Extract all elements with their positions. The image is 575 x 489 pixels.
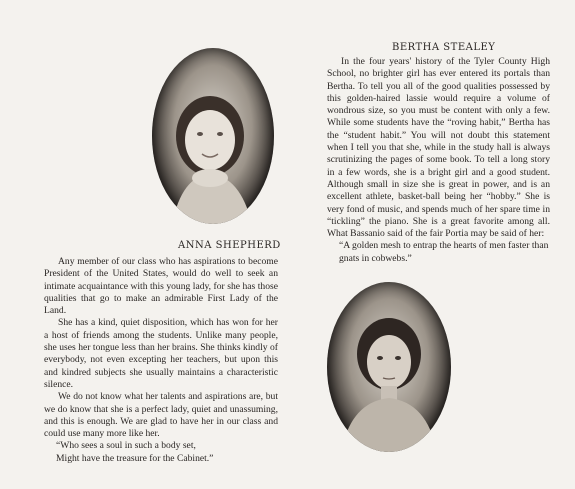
bertha-paragraph: In the four years' history of the Tyler County High School, no brighter girl has ever entered its portals than Bertha. To tell you all of the good qualities possessed by this golden-haired lassie would require a volume of wondrous size, so you must be content with only a few. While some students have the “roving habit,” Bertha has the “student habit.” You will not doubt this statement when I tell you that she, while in the study hall is always scrutinizing the pages of some book. To tell a long story in a few words, she is a bright girl and a good student. Although small in size she is great in power, and is an excellent athlete, basket-ball being her “hobby.” She is very fond of music, and spends much of her spare time in “tickling” the piano. She is a great favorite among all. What Bassanio said of the fair Portia may be said of her:	[327, 56, 550, 240]
bertha-stealey-portrait	[327, 282, 451, 452]
anna-paragraph: Any member of our class who has aspirations to become President of the United States, would do well to seek an intimate acquaintance with this young lady, for she has those qualities that go to make an admirable First Lady of the Land.	[44, 256, 278, 317]
bertha-stealey-name: BERTHA STEALEY	[392, 42, 496, 53]
anna-shepherd-biography	[44, 256, 278, 465]
portrait-figure-icon	[327, 282, 451, 452]
anna-paragraph: We do not know what her talents and aspirations are, but we do know that she is a perfect lady, quiet and unassuming, and this is enough. We are glad to have her in our class and could use many more like her.	[44, 391, 278, 440]
anna-quote-line: Might have the treasure for the Cabinet.”	[56, 452, 214, 464]
bertha-quote: “A golden mesh to entrap the hearts of men faster than gnats in cobwebs.”	[339, 240, 549, 264]
portrait-figure-icon	[152, 48, 274, 224]
anna-quote-line: “Who sees a soul in such a body set,	[56, 440, 196, 452]
anna-shepherd-name: ANNA SHEPHERD	[178, 240, 281, 251]
anna-shepherd-portrait	[152, 48, 274, 224]
anna-paragraph: She has a kind, quiet disposition, which has won for her a host of friends among the students. Unlike many people, she uses her tongue less than her brains. She thinks kindly of everybody, not even excepting her teachers, but upon this and kindred subjects she usually maintains a characteristic silence.	[44, 317, 278, 390]
bertha-stealey-biography	[327, 56, 550, 265]
